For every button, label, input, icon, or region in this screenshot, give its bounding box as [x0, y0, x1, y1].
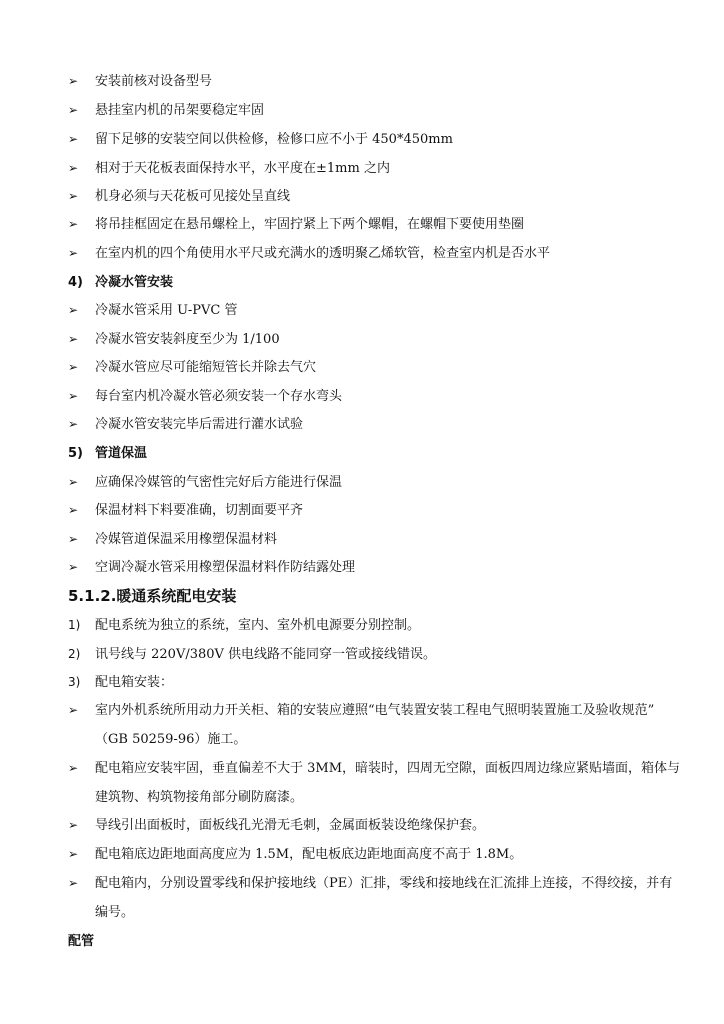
section-heading: 5.1.2.暖通系统配电安装 [68, 587, 237, 605]
list-item: 相对于天花板表面保持水平，水平度在±1mm 之内 [95, 161, 390, 176]
bullet-arrow-icon: ➢ [68, 876, 79, 890]
numbered-item: 配电箱安装： [95, 675, 174, 690]
list-item: 冷凝水管安装完毕后需进行灌水试验 [95, 417, 304, 432]
list-item: 导线引出面板时，面板线孔光滑无毛刺，金属面板装设绝缘保护套。 [95, 818, 486, 833]
bullet-arrow-icon: ➢ [68, 417, 79, 431]
numbered-item: 讯号线与 220V/380V 供电线路不能同穿一管或接线错误。 [95, 647, 437, 662]
list-item: 悬挂室内机的吊架要稳定牢固 [95, 103, 265, 118]
list-item: 安装前核对设备型号 [95, 74, 213, 89]
bullet-arrow-icon: ➢ [68, 332, 79, 346]
bullet-arrow-icon: ➢ [68, 246, 79, 260]
bullet-arrow-icon: ➢ [68, 847, 79, 861]
numbered-item: 配电系统为独立的系统，室内、室外机电源要分别控制。 [95, 618, 421, 633]
bullet-arrow-icon: ➢ [68, 132, 79, 146]
list-item: 冷凝水管安装斜度至少为 1/100 [95, 332, 280, 347]
section-title: 冷凝水管安装 [95, 275, 174, 290]
section-title: 管道保温 [95, 446, 148, 461]
bullet-arrow-icon: ➢ [68, 761, 79, 775]
item-number: 1) [68, 618, 81, 632]
list-item: 应确保冷媒管的气密性完好后方能进行保温 [95, 475, 343, 490]
list-item: 留下足够的安装空间以供检修，检修口应不小于 450*450mm [95, 132, 453, 147]
item-number: 3) [68, 675, 81, 689]
list-item: 在室内机的四个角使用水平尺或充满水的透明聚乙烯软管，检查室内机是否水平 [95, 246, 551, 261]
list-item: 配电箱底边距地面高度应为 1.5M，配电板底边距地面高度不高于 1.8M。 [95, 847, 523, 862]
list-item: 机身必须与天花板可见接处呈直线 [95, 189, 291, 204]
bullet-arrow-icon: ➢ [68, 74, 79, 88]
list-item: 冷凝水管应尽可能缩短管长并除去气穴 [95, 360, 317, 375]
list-item: 将吊挂框固定在悬吊螺栓上，牢固拧紧上下两个螺帽，在螺帽下要使用垫圈 [95, 217, 525, 232]
list-item: 配电箱内，分别设置零线和保护接地线（PE）汇排，零线和接地线在汇流排上连接，不得绞接，并有 [95, 876, 673, 891]
list-item: 室内外机系统所用动力开关柜、箱的安装应遵照“电气装置安装工程电气照明装置施工及验收规范” [95, 703, 655, 718]
item-number: 2) [68, 647, 81, 661]
bullet-arrow-icon: ➢ [68, 217, 79, 231]
list-item: 配电箱应安装牢固，垂直偏差不大于 3MM，暗装时，四周无空隙，面板四周边缘应紧贴墙面，箱体与 [95, 761, 681, 776]
list-item: 空调冷凝水管采用橡塑保温材料作防结露处理 [95, 560, 356, 575]
list-item-continuation: 建筑物、构筑物接角部分刷防腐漆。 [95, 790, 304, 805]
section-number: 4) [68, 275, 83, 290]
bullet-arrow-icon: ➢ [68, 532, 79, 546]
bullet-arrow-icon: ➢ [68, 389, 79, 403]
subsection-heading: 配管 [68, 934, 95, 949]
list-item: 保温材料下料要准确，切割面要平齐 [95, 503, 304, 518]
bullet-arrow-icon: ➢ [68, 303, 79, 317]
list-item: 冷媒管道保温采用橡塑保温材料 [95, 532, 278, 547]
list-item: 冷凝水管采用 U-PVC 管 [95, 303, 238, 318]
bullet-arrow-icon: ➢ [68, 503, 79, 517]
bullet-arrow-icon: ➢ [68, 360, 79, 374]
bullet-arrow-icon: ➢ [68, 161, 79, 175]
bullet-arrow-icon: ➢ [68, 703, 79, 717]
bullet-arrow-icon: ➢ [68, 103, 79, 117]
bullet-arrow-icon: ➢ [68, 818, 79, 832]
list-item-continuation: （GB 50259-96）施工。 [95, 732, 247, 747]
bullet-arrow-icon: ➢ [68, 189, 79, 203]
section-number: 5) [68, 446, 83, 461]
list-item-continuation: 编号。 [95, 905, 135, 920]
bullet-arrow-icon: ➢ [68, 475, 79, 489]
bullet-arrow-icon: ➢ [68, 560, 79, 574]
list-item: 每台室内机冷凝水管必须安装一个存水弯头 [95, 389, 343, 404]
